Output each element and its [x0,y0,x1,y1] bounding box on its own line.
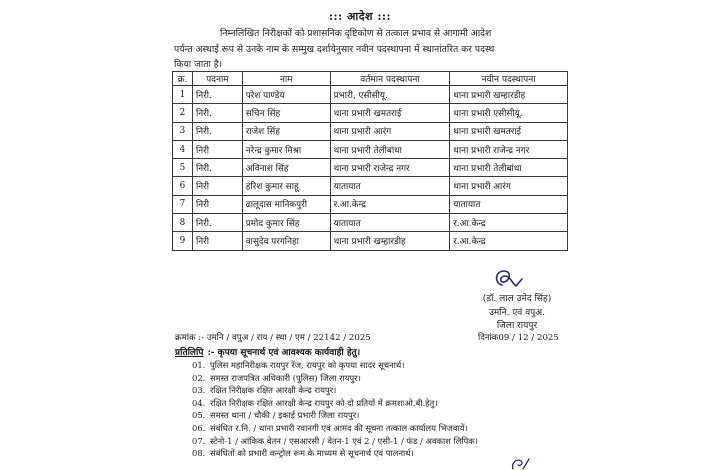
handwritten-signature [488,266,528,290]
row-rank: निरी. [192,86,242,104]
list-item [192,422,478,435]
row-new-posting: थाना प्रभारी खमतराई [450,122,568,140]
reference-number: क्रमांक :- उमनि / वपुअ / राय / स्था / एम / 22142 / 2025 [175,333,371,343]
order-heading: ::: आदेश ::: [328,10,392,23]
copy-to-line [175,345,360,358]
table-row [173,86,568,104]
row-rank: निरी. [192,104,242,122]
row-serial: 8 [173,214,193,232]
row-new-posting: थाना प्रभारी तेलीबांधा [450,159,568,177]
row-name: ढालूदास मानिकपुरी [242,195,330,213]
list-item-number: 04. [192,397,206,408]
table-header-row [173,72,568,86]
row-new-posting: र.आ.केन्द्र [450,214,568,232]
row-current-posting: थाना प्रभारी खमतराई [330,104,450,122]
row-rank: निरी [192,195,242,213]
row-name: सचिन सिंह [242,104,330,122]
row-new-posting: थाना प्रभारी एसीसीयू. [450,104,568,122]
row-current-posting: थाना प्रभारी तेलीबांधा [330,140,450,158]
list-item-text: स्टेनो-1 / आंकिक वेतन / एसआरसी / वेतन-1 एवं 2 / एसी-1 / फंड / अवकाश लिपिक। [210,435,478,446]
row-current-posting: थाना प्रभारी राजेन्द्र नगर [330,159,450,177]
copy-text: :- कृपया सूचनार्थ एवं आवश्यक कार्यवाही हेतु। [207,348,361,358]
row-rank: निरी. [192,214,242,232]
list-item-text: पुलिस महानिरीक्षक रायपुर रेंज, रायपुर को कृपया सादर सूचनार्थ। [210,360,405,370]
intro-line-3: किया जाता है। [174,59,223,70]
row-serial: 3 [173,122,193,140]
signatory-name: (डॉ. लाल उमेद सिंह) [482,294,552,304]
row-current-posting: यातायात [330,177,450,195]
header-new-posting: नवीन पदस्थापना [450,72,568,86]
table-row [173,195,568,213]
table-row [173,232,568,250]
row-name: अविनाश सिंह [242,159,330,177]
row-new-posting: यातायात [450,195,568,213]
row-name: राजेश सिंह [242,122,330,140]
row-rank: निरी [192,140,242,158]
header-current-posting: वर्तमान पदस्थापना [330,72,450,86]
list-item [192,359,478,372]
partial-signature-mark [508,455,532,470]
intro-line-2: पर्यन्त अस्थाई रूप से उनके नाम के सम्मुख दर्शायेनुसार नवीन पदस्थापना में स्थानांतरित कर पदस्थ [174,43,495,55]
list-item [192,384,478,397]
header-rank: पदनाम [192,72,242,86]
intro-line-1 [174,26,574,42]
row-rank: निरी [192,232,242,250]
list-item [192,372,478,385]
row-current-posting: थाना प्रभारी खम्हारडीह [330,232,450,250]
signatory-designation: उमनि. एवं वपुअ. [488,307,546,318]
transfer-table [172,71,568,251]
list-item-text: रक्षित निरीक्षक रक्षित आरक्षी केन्द्र रायपुर। [210,385,337,396]
list-item [192,447,478,460]
distribution-list [192,359,478,460]
row-serial: 4 [173,140,193,158]
table-row [173,214,568,232]
row-current-posting: र.आ.केन्द्र [330,195,450,213]
list-item-text: समस्त थाना / चौकी / इकाई प्रभारी जिला रायपुर। [210,410,360,421]
list-item-text: समस्त राजपत्रित अधिकारी (पुलिस) जिला रायपुर। [210,372,361,383]
row-serial: 1 [173,86,193,104]
list-item [192,409,478,422]
header-serial: क्र. [173,72,193,86]
row-name: नरेन्द्र कुमार मिश्रा [242,140,330,158]
row-serial: 7 [173,195,193,213]
table-row [173,104,568,122]
intro-line-1-text: निम्नलिखित निरीक्षकों को प्रशासनिक दृष्टिकोण से तत्काल प्रभाव से आगामी आदेश [220,28,492,39]
row-serial: 5 [173,159,193,177]
header-name: नाम [242,72,330,86]
list-item-text: रक्षित निरीक्षक रक्षित आरक्षी केन्द्र रायपुर को दो प्रतियों में क्रमशःओ.बी.हेतु। [210,397,438,408]
row-new-posting: थाना प्रभारी राजेन्द्र नगर [450,140,568,158]
copy-label: प्रतिलिपि [175,348,204,358]
signatory-district: जिला रायपुर [496,321,538,331]
row-new-posting: र.आ.केन्द्र [450,232,568,250]
signatory-block [462,293,572,334]
row-name: हरिश कुमार साहू [242,177,330,195]
table-row [173,122,568,140]
order-date: दिनांक09 / 12 / 2025 [478,333,559,343]
table-row [173,159,568,177]
row-rank: निरी. [192,122,242,140]
row-serial: 6 [173,177,193,195]
order-intro-paragraph [174,26,574,73]
row-current-posting: प्रभारी, एसीसीयू. [330,86,450,104]
row-name: परेश पाण्डेय [242,86,330,104]
list-item-number: 05. [192,410,206,421]
row-serial: 9 [173,232,193,250]
list-item [192,397,478,410]
list-item-number: 08. [192,448,206,459]
list-item [192,435,478,448]
row-rank: निरी. [192,159,242,177]
table-row [173,140,568,158]
list-item-number: 06. [192,422,206,433]
row-current-posting: थाना प्रभारी आरंग [330,122,450,140]
row-new-posting: थाना प्रभारी खम्हारडीह [450,86,568,104]
row-current-posting: यातायात [330,214,450,232]
list-item-number: 03. [192,385,206,396]
row-serial: 2 [173,104,193,122]
row-rank: निरी [192,177,242,195]
table-row [173,177,568,195]
row-name: प्रमोद कुमार सिंह [242,214,330,232]
list-item-text: संबंधित र.नि. / थाना प्रभारी रवानगी एवं आमद की सूचना तत्काल कार्यालय भिजवायें। [210,422,468,433]
list-item-number: 02. [192,372,206,383]
row-name: वासुदेव परगनिहा [242,232,330,250]
list-item-number: 01. [192,360,206,370]
list-item-text: संबंधितों को प्रभारी कन्ट्रोल रूम के माध्यम से सूचनार्थ एवं पालनार्थ। [210,448,414,459]
list-item-number: 07. [192,435,206,446]
row-new-posting: थाना प्रभारी आरंग [450,177,568,195]
